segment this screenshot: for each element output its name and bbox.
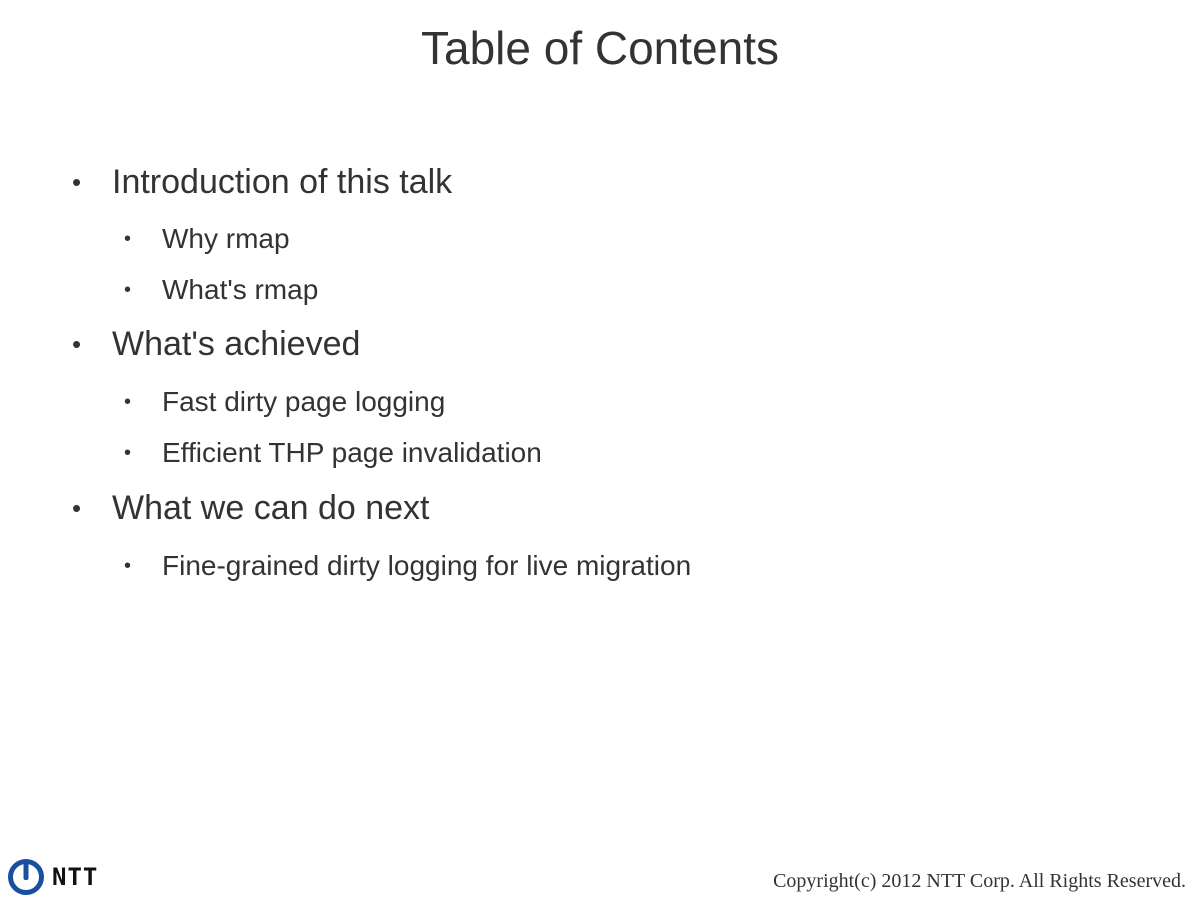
- bullet-icon: •: [124, 279, 132, 301]
- outline-subitem-label: Fine-grained dirty logging for live migration: [162, 550, 692, 581]
- logo-wordmark: NTT: [52, 863, 99, 891]
- copyright-notice: Copyright(c) 2012 NTT Corp. All Rights Reserved.: [773, 870, 1186, 892]
- outline-subitem-label: Why rmap: [162, 223, 290, 254]
- slide-title: Table of Contents: [420, 22, 779, 74]
- company-logo: [8, 859, 98, 895]
- bullet-icon: •: [72, 329, 82, 359]
- outline-item-label: What we can do next: [112, 489, 430, 527]
- bullet-icon: •: [124, 555, 132, 577]
- outline-subitem-label: Fast dirty page logging: [162, 386, 446, 417]
- outline-item-label: What's achieved: [112, 325, 361, 363]
- outline-item-label: Introduction of this talk: [112, 163, 453, 201]
- outline-subitem-label: Efficient THP page invalidation: [162, 437, 542, 468]
- bullet-icon: •: [72, 167, 82, 197]
- bullet-icon: •: [124, 391, 132, 413]
- bullet-icon: •: [72, 493, 82, 523]
- bullet-icon: •: [124, 442, 132, 464]
- ntt-logo-icon: [8, 859, 44, 895]
- outline-subitem-label: What's rmap: [162, 274, 319, 305]
- bullet-icon: •: [124, 228, 132, 250]
